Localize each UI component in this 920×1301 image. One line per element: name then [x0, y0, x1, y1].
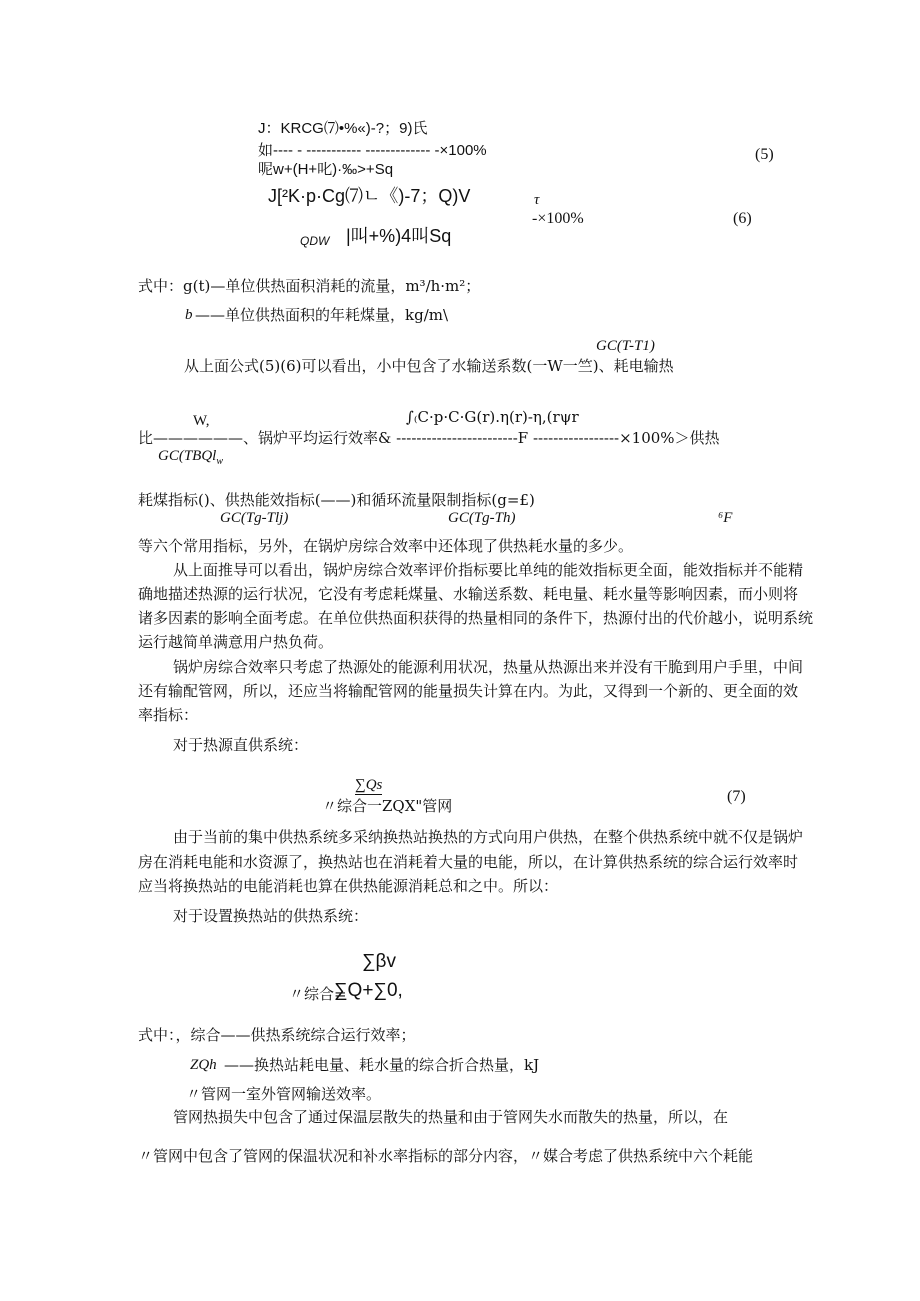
- paragraph-8-line-2: 〃管网中包含了管网的保温状况和补水率指标的部分内容，〃媒合考虑了供热系统中六个耗能: [138, 1147, 754, 1165]
- paragraph-4-line-2: 还有输配管网，所以，还应当将输配管网的能量损失计算在内。为此，又得到一个新的、更全面的效: [138, 682, 799, 700]
- paragraph-3-line-4: 运行越简单满意用户热负荷。: [138, 633, 334, 651]
- paragraph-2-line-1: 耗煤指标()、供热能效指标(——)和循环流量限制指标(g=£): [138, 491, 535, 509]
- equation-number-5: (5): [755, 146, 774, 163]
- formula-qdw: QDW: [300, 234, 330, 248]
- gc-tbq-sub: w: [216, 456, 224, 467]
- definition-b: ——单位供热面积的年耗煤量，kg∕m\: [195, 306, 449, 324]
- fraction-w: W,: [193, 413, 210, 429]
- fraction-top-gc: GC(T-T1): [596, 338, 655, 354]
- fraction-gc-tbq: [158, 446, 223, 472]
- definition-efficiency: 式中：，综合——供热系统综合运行效率；: [138, 1026, 416, 1044]
- paragraph-6-line-1: 由于当前的集中供热系统多采纳换热站换热的方式向用户供热，在整个供热系统中就不仅是锅炉: [173, 828, 804, 846]
- fraction-gc-tg-tl: GC(Tg-Tlj): [220, 510, 289, 526]
- gc-tbq-text: GC(TBQl: [158, 448, 217, 464]
- formula-line-1: J：KRCG⑺•%«)-?；9)氏: [258, 120, 428, 137]
- definition-zqh-symbol: ZQh: [190, 1057, 217, 1073]
- formula-line-5: -×100%: [532, 210, 584, 227]
- equation-number-6: (6): [733, 210, 752, 227]
- integral-expression: ∫₍C·p·C·G(r).η(r)-η,(rψr: [406, 408, 579, 426]
- eq8-denominator-prefix: 〃综合=: [289, 985, 347, 1003]
- paragraph-8-line-1: 管网热损失中包含了通过保温层散失的热量和由于管网失水而散失的热量，所以，在: [173, 1108, 729, 1126]
- paragraph-6-line-2: 房在消耗电能和水资源了，换热站也在消耗着大量的电能，所以，在计算供热系统的综合运行效率时: [138, 853, 799, 871]
- paragraph-3-line-1: 从上面推导可以看出，锅炉房综合效率评价指标要比单纯的能效指标更全面，能效指标并不能精: [173, 561, 804, 579]
- eq7-denominator: 〃综合一ZQX"管网: [322, 797, 453, 815]
- paragraph-3-line-3: 诸多因素的影响全面考虑。在单位供热面积获得的热量相同的条件下，热源付出的代价越小，说明系统: [138, 609, 814, 627]
- fraction-gc-tg-th: GC(Tg-Th): [448, 510, 516, 526]
- fraction-f: ⁶F: [718, 510, 733, 526]
- eq7-numerator: ∑Qs: [355, 777, 383, 793]
- paragraph-4-line-1: 锅炉房综合效率只考虑了热源处的能源利用状况，热量从热源出来并没有干脆到用户手里，中间: [173, 658, 804, 676]
- paragraph-3-line-2: 确地描述热源的运行状况，它没有考虑耗煤量、水输送系数、耗电量、耗水量等影响因素，而小则将: [138, 585, 799, 603]
- definition-g: 式中：g(t)—单位供热面积消耗的流量，m³/h·m²；: [138, 277, 481, 295]
- formula-tau: τ: [534, 192, 540, 208]
- paragraph-7: 对于设置换热站的供热系统：: [173, 907, 369, 925]
- formula-line-4: J[²K·p·Cg⑺ㄴ《)-7；Q)V: [268, 186, 471, 206]
- definition-zqh: ——换热站耗电量、耗水量的综合折合热量，kJ: [224, 1056, 540, 1074]
- definition-b-symbol: b: [185, 307, 193, 323]
- formula-line-3: 呢w+(H+叱)·‰>+Sq: [258, 161, 394, 178]
- paragraph-1-line-1: 从上面公式(5)(6)可以看出，小中包含了水输送系数(一W一竺)、耗电输热: [184, 357, 674, 375]
- definition-pipe-network: 〃管网一室外管网输送效率。: [186, 1085, 382, 1103]
- paragraph-5: 对于热源直供系统：: [173, 736, 309, 754]
- paragraph-6-line-3: 应当将换热站的电能消耗也算在供热能源消耗总和之中。所以：: [138, 877, 559, 895]
- paragraph-4-line-3: 率指标：: [138, 706, 199, 724]
- formula-line-6: |叫+%)4叫Sq: [346, 226, 452, 246]
- equation-number-7: (7): [727, 788, 746, 805]
- eq8-denominator-formula: ∑Q+∑0,: [334, 980, 403, 1001]
- formula-line-2: 如---- - ----------- ------------- -×100%: [258, 142, 487, 159]
- paragraph-1-line-2: 比——————、锅炉平均运行效率& ------------------------F -----------------×100%＞供热: [138, 429, 720, 447]
- eq8-numerator: ∑βv: [362, 951, 396, 972]
- paragraph-2-line-2: 等六个常用指标，另外，在锅炉房综合效率中还体现了供热耗水量的多少。: [138, 537, 634, 555]
